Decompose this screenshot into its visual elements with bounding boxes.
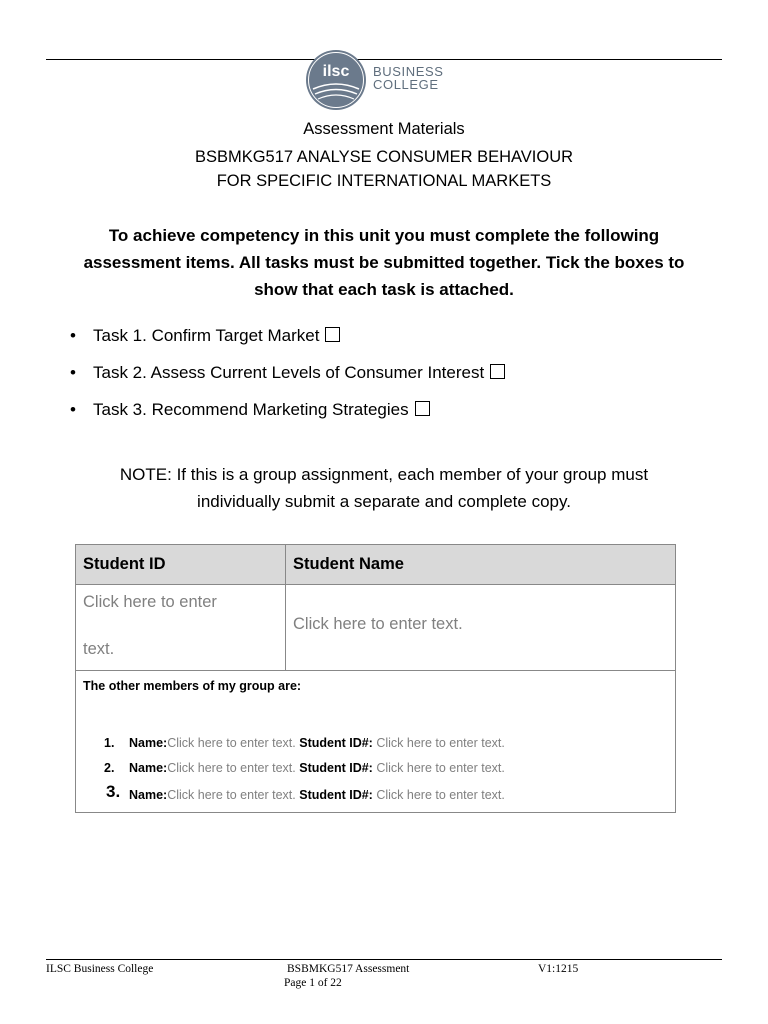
list-item xyxy=(104,735,664,760)
member-name-label: Name: xyxy=(129,788,168,802)
brand-line-2: COLLEGE xyxy=(373,77,439,92)
member-1-name-field[interactable]: Click here to enter text. xyxy=(167,736,296,750)
group-note xyxy=(60,461,708,515)
member-name-label: Name: xyxy=(129,736,168,750)
note-line-2: individually submit a separate and complete copy. xyxy=(197,492,571,511)
doc-title-1: Assessment Materials xyxy=(303,120,465,138)
task-1-checkbox[interactable] xyxy=(325,327,340,342)
member-2-name-field[interactable]: Click here to enter text. xyxy=(167,761,296,775)
student-id-field[interactable] xyxy=(83,590,273,661)
group-members-list xyxy=(104,735,664,812)
footer-version: V1:1215 xyxy=(538,963,579,975)
task-label: Task 2. Assess Current Levels of Consumer Interest xyxy=(93,363,485,382)
ilsc-seal-icon xyxy=(305,49,367,111)
task-label: Task 3. Recommend Marketing Strategies xyxy=(93,400,409,419)
footer-page-number: Page 1 of 22 xyxy=(284,977,342,989)
member-number: 1. xyxy=(104,736,115,750)
doc-title-3: FOR SPECIFIC INTERNATIONAL MARKETS xyxy=(216,172,552,190)
student-id-placeholder-b: text. xyxy=(83,640,115,658)
student-id-placeholder-a: Click here to enter xyxy=(83,593,217,611)
member-number: 2. xyxy=(104,761,115,775)
member-3-name-field[interactable]: Click here to enter text. xyxy=(167,788,296,802)
ilsc-logo xyxy=(305,49,455,111)
table-header xyxy=(76,545,675,585)
student-id-header: Student ID xyxy=(83,555,166,573)
note-line-1: NOTE: If this is a group assignment, each member of your group must xyxy=(119,465,649,484)
task-item xyxy=(70,398,630,435)
member-2-id-field[interactable]: Click here to enter text. xyxy=(376,761,505,775)
task-item xyxy=(70,361,630,398)
member-3-id-field[interactable]: Click here to enter text. xyxy=(376,788,505,802)
intro-paragraph xyxy=(60,222,708,303)
footer-rule xyxy=(46,959,722,960)
member-id-label: Student ID#: xyxy=(299,788,373,802)
svg-text:ilsc: ilsc xyxy=(322,63,350,80)
member-1-id-field[interactable]: Click here to enter text. xyxy=(376,736,505,750)
group-members-label: The other members of my group are: xyxy=(83,679,302,693)
list-item xyxy=(104,760,664,785)
footer-org: ILSC Business College xyxy=(46,963,154,975)
member-id-label: Student ID#: xyxy=(299,736,373,750)
task-label: Task 1. Confirm Target Market xyxy=(93,326,320,345)
task-2-checkbox[interactable] xyxy=(490,364,505,379)
student-name-header: Student Name xyxy=(293,555,404,573)
student-table xyxy=(75,544,676,813)
student-row xyxy=(76,584,675,671)
intro-line-1: To achieve competency in this unit you must complete the following xyxy=(108,226,660,245)
task-list xyxy=(70,324,630,435)
brand-line-1: BUSINESS xyxy=(373,64,444,79)
member-number: 3. xyxy=(106,782,121,801)
intro-line-2: assessment items. All tasks must be submitted together. Tick the boxes to xyxy=(83,253,685,272)
intro-line-3: show that each task is attached. xyxy=(254,280,514,299)
bullet: • xyxy=(70,400,76,419)
student-name-field[interactable]: Click here to enter text. xyxy=(293,615,463,633)
bullet: • xyxy=(70,326,76,345)
bullet: • xyxy=(70,363,76,382)
member-name-label: Name: xyxy=(129,761,168,775)
doc-title-2: BSBMKG517 ANALYSE CONSUMER BEHAVIOUR xyxy=(194,148,574,166)
task-item xyxy=(70,324,630,361)
footer-doc: BSBMKG517 Assessment xyxy=(287,963,410,975)
task-3-checkbox[interactable] xyxy=(415,401,430,416)
brand-name xyxy=(373,65,444,91)
member-id-label: Student ID#: xyxy=(299,761,373,775)
list-item xyxy=(104,782,664,812)
